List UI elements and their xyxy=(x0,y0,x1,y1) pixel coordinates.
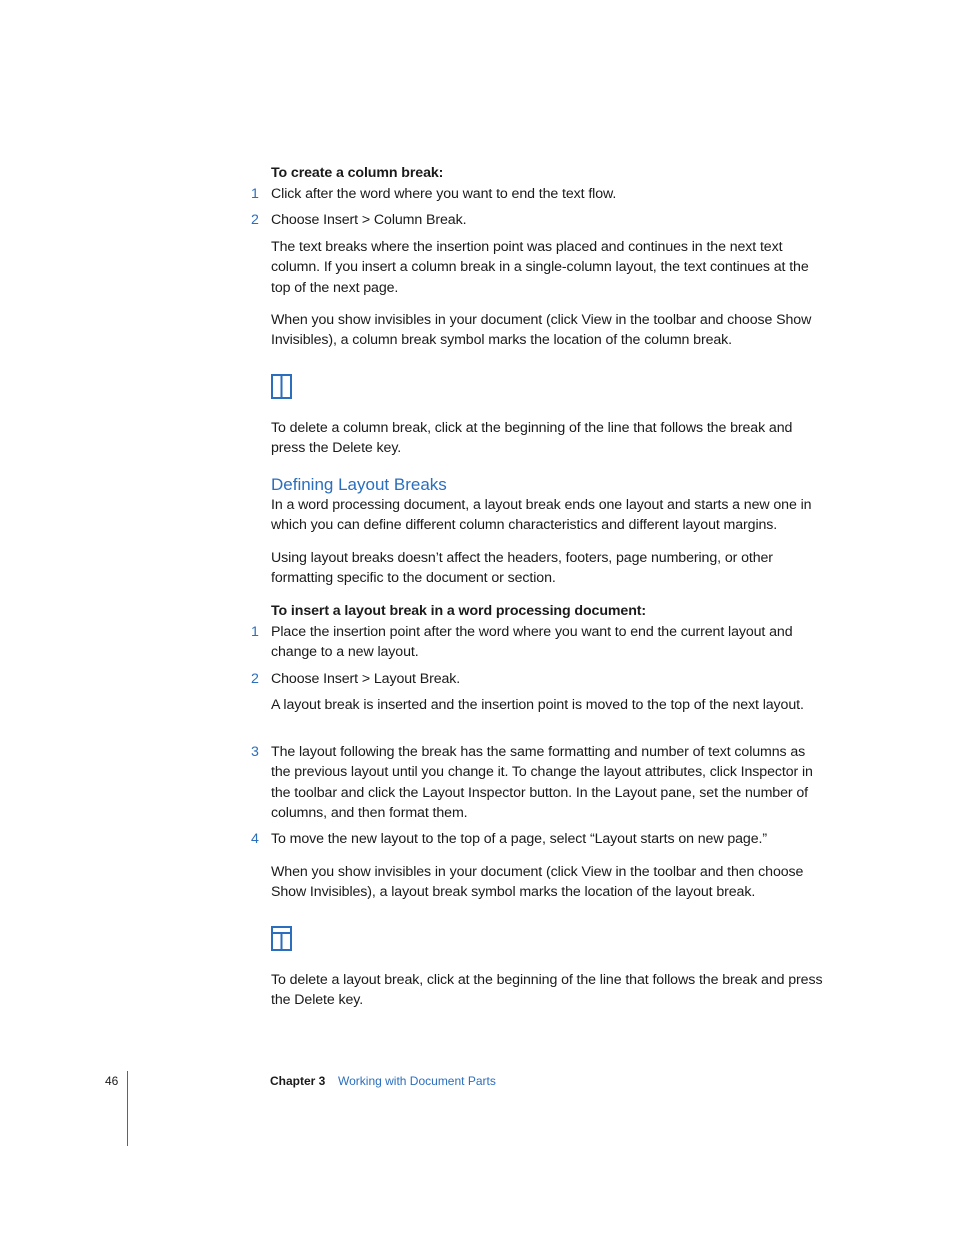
paragraph: When you show invisibles in your document (click View in the toolbar and then choose Show Invisibles), a layout break symbol marks the location of the layout break. xyxy=(271,864,804,901)
step-number: 2 xyxy=(251,671,259,687)
paragraph: The text breaks where the insertion point was placed and continues in the next text column. If you insert a column break in a single-column layout, the text continues at the top of the next page. xyxy=(271,239,809,296)
step-number: 1 xyxy=(251,624,259,640)
step-text: To move the new layout to the top of a page, select “Layout starts on new page.” xyxy=(271,831,767,847)
footer-divider xyxy=(127,1071,128,1146)
layout-break-symbol-icon xyxy=(271,926,293,951)
paragraph: In a word processing document, a layout break ends one layout and starts a new one in which you can define different column characteristics and different layout margins. xyxy=(271,497,812,534)
paragraph: When you show invisibles in your document (click View in the toolbar and choose Show Invisibles), a column break symbol marks the location of the column break. xyxy=(271,312,812,349)
chapter-label: Chapter 3 xyxy=(270,1074,326,1088)
step-number: 3 xyxy=(251,744,259,760)
step-text: Place the insertion point after the word where you want to end the current layout and change to a new layout. xyxy=(271,624,793,661)
paragraph: To delete a layout break, click at the beginning of the line that follows the break and press the Delete key. xyxy=(271,972,823,1009)
paragraph: To delete a column break, click at the beginning of the line that follows the break and press the Delete key. xyxy=(271,420,793,457)
column-break-task-heading: To create a column break: xyxy=(271,165,444,181)
step-text: Choose Insert > Column Break. xyxy=(271,212,467,228)
step-text: Choose Insert > Layout Break. xyxy=(271,671,461,687)
step-text: The layout following the break has the same formatting and number of text columns as the previous layout until you change it. To change the layout attributes, click Inspector in the toolbar and click the Layout Inspector button. In the Layout pane, set the number of columns, and then format them. xyxy=(271,744,813,821)
layout-break-task-heading: To insert a layout break in a word processing document: xyxy=(271,603,647,619)
step-result-text: A layout break is inserted and the insertion point is moved to the top of the next layout. xyxy=(271,697,804,713)
paragraph: Using layout breaks doesn’t affect the headers, footers, page numbering, or other formatting specific to the document or section. xyxy=(271,550,773,587)
column-break-symbol-icon xyxy=(271,374,293,399)
step-number: 2 xyxy=(251,212,259,228)
step-text: Click after the word where you want to end the text flow. xyxy=(271,186,617,202)
chapter-title: Working with Document Parts xyxy=(338,1074,496,1088)
step-number: 1 xyxy=(251,186,259,202)
step-number: 4 xyxy=(251,831,259,847)
page-number: 46 xyxy=(105,1074,119,1088)
section-heading: Defining Layout Breaks xyxy=(271,475,447,494)
